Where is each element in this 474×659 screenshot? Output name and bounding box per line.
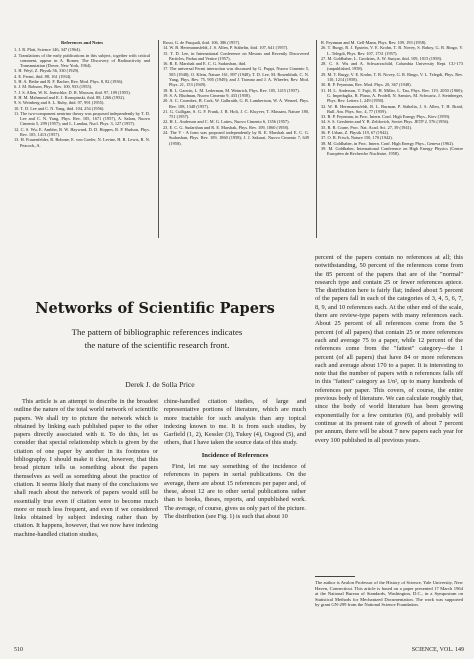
references-column-2 [163,40,309,146]
reference-item: 19. S. A. Bludman, Nuovo Cimento 9, 433 (1958). [163,92,251,98]
article-paragraph: chine-handled citation studies, of large and representative portions of literature, which are much more tractable for such analysis than any topical indexing known to me. It is from such studies, by Garfield (1, 2), Kessler (3), Tukey (4), Osgood (5), and others, that I have taken the source data of this study. [164,398,306,447]
reference-item: 6. J. M. Robson, Phys. Rev. 100, 933 (1955). [14,84,93,90]
column-divider [316,40,317,238]
reference-item: 7. J. S. Allen, W. K. Jentschke, D. R. Maxson, ibid. 97, 109 (1955). [14,89,131,95]
references-column-1 [14,40,150,148]
reference-item: 22. H. L. Anderson and C. M. G. Lattes, Nuovo Cimento 6, 1356 (1957). [163,119,290,125]
reference-item: 38. M. Goldhaber, in Proc. Intern. Conf. High Energy Phys., Geneva (1962). [321,140,454,146]
reference-item: 13. H. Frauenfelder, R. Bobone, E. von Goeler, N. Levine, H. R. Lewis, R. N. Peacock, A. [14,137,150,148]
article-column-1 [14,398,158,539]
reference-item: 36. P. Urban, Z. Physik 119, 67 (1942). [321,130,390,136]
reference-item: 8. H. M. Mahmoud and E. J. Konopinski, ibid. 88, 1266 (1952). [14,94,126,100]
reference-item: 35. R. R. Crane, Proc. Nat. Acad. Sci. 27, 39 (1941). [321,124,413,130]
reference-item: 18. R. L. Garwin, L. M. Lederman, M. Weinrich, Phys. Rev. 105, 1415 (1957). [163,87,300,93]
reference-item: 4. E. Fermi, ibid. 88, 161 (1934). [14,73,72,79]
reference-item: 28. C. S. Wu and A. Schwarzschild, Columbia University Rept. CU-173 (unpublished, 1958). [321,61,463,72]
reference-item: 27. M. Goldhaber, L. Grodzins, A. W. Sunyar, ibid. 109, 1015 (1958). [321,55,443,61]
reference-item: 20. A. C. Coombes, B. Cork, W. Galbraith, G. R. Lambertson, W. A. Wenzel, Phys. Rev. 108, 1348 (1957). [163,98,309,109]
reference-item: 39. M. Goldhaber, International Conference on High Energy Physics (Centre Européen de Recherche Nucléaire, 1958). [321,145,463,157]
reference-item: 3. H. Weyl, Z. Physik 56, 330 (1929). [14,68,80,74]
page-number: 510 [14,647,23,653]
reference-item: 15. T. D. Lee, in International Conference on Mesons and Recently Discovered Particles, Padua and Venice (1957). [163,50,309,61]
reference-item: 23. E. C. G. Sudarshan and R. E. Marshak, Phys. Rev. 109, 1860 (1958). [163,124,290,130]
reference-item: 12. C. S. Wu, E. Ambler, R. W. Hayward, D. D. Hoppes, R. P. Hudson, Phys. Rev. 105, 1413 (1957). [14,126,150,138]
reference-item: Rossi, G. de Pasquali, ibid. 106, 386 (1957). [163,40,241,45]
subtitle-line-1: The pattern of bibliographic references indicates [71,327,243,337]
reference-item: 26. T. Burgy, R. J. Epstein, V. E. Krohn, T. B. Novey, S. Raboy, G. R. Ringo, V. L. Telegdi, Phys. Rev. 107, 1731 (1957). [321,45,463,56]
footnote: The author is Avalon Professor of the History of Science, Yale University, New Haven, Connecticut. This article is based on a paper presented 17 March 1964 at the National Bureau of Standards, Washington, D.C., in a Symposium on Statistical Methods for Mechanized Documentation. The work was supported by grant GN-299 from the National Science Foundation. [315,580,463,608]
section-heading: Incidence of References [201,451,269,459]
ref-list-1 [14,47,150,148]
reference-item: 17. The universal Fermi interaction was discussed by G. Puppi, Nuovo Cimento 5, 505 (1948); O. Klein, Nature 161, 897 (1948); T. D. Lee, M. Rosenbluth, C. N. Yang, Phys. Rev. 75, 905 (1949); and J. Tiomno and J. A. Wheeler, Rev. Mod. Phys. 21, 153 (1949). [163,66,309,88]
footnote-rule [315,576,355,577]
reference-item: 30. R. P. Feynman, Rev. Mod. Phys. 20, 367 (1948). [321,82,412,88]
reference-item: 24. The V - A form was proposed independently by R. E. Marshak and E. C. G. Sudarshan, Phys. Rev. 109, 1860 (1958); J. J. Sakurai, Nuovo Cimento 7, 649 (1958). [163,130,309,146]
reference-item: 32. W. B. Herrmannsfeldt, R. L. Burman, P. Stähelin, J. S. Allen, T. H. Braid, Bull. Am. Phys. Soc. 4, 77 (1959). [321,103,463,114]
article-paragraph: First, let me say something of the incidence of references in papers in serial publications. On the average, there are about 15 references per paper and, of these, about 12 are to other serial publications rather than to books, theses, reports, and unpublished work. The average, of course, gives us only part of the picture. The distribution (see Fig. 1) is such that about 10 [164,463,306,520]
article-column-3 [315,254,463,445]
article-title: Networks of Scientific Papers [35,300,275,317]
reference-item: 14. W. B. Herrmannsfeldt, J. S. Allen, P. Stähelin, ibid. 107, 641 (1957). [163,45,289,51]
reference-item: 37. O. R. Frisch, Nature 150, 170 (1942). [321,135,393,141]
reference-item: 33. R. P. Feynman, in Proc. Intern. Conf. High Energy Phys., Kiev (1959). [321,114,451,120]
reference-item: 10. T. D. Lee and C. N. Yang, ibid. 104, 254 (1956). [14,105,105,111]
reference-item: 21. G. Culligan, S. G. F. Frank, J. R. Holt, J. C. Kluyver, T. Massam, Nature 180, 751 (1957). [163,108,309,120]
article-author: Derek J. de Solla Price [125,380,195,389]
article-paragraph: percent of the papers contain no references at all; this notwithstanding, 50 percent of the references come from the 85 percent of the papers that are of the "normal" research type and contain 25 or fewer references apiece. The distribution here is fairly flat; indeed about 5 percent of the papers fall in each of the categories of 3, 4, 5, 6, 7, 8, 9, and 10 references each. At the other end of the scale, there are review-type papers with many references each. About 25 percent of all references come from the 5 percent (of all papers) that contain 25 or more references each and average 75 to a paper, while 12 percent of the references come from the "fattest" category—the 1 percent (of all papers) that have 84 or more references each and average about 170 to a paper. It is interesting to note that the number of papers with n references falls off in this "fattest" category as 1/n², up to many hundreds of references per paper. This covers, of course, the entire previous body of literature. We can calculate roughly that, since the body of world literature has been growing exponentially for a few centuries (6), and probably will continue at its present rate of growth of about 7 percent per annum, there will be about 7 new papers each year for every 100 published in all previous years. [315,254,463,444]
reference-item: R. Feynman and M. Gell-Mann, Phys. Rev. 109, 193 (1958). [321,40,427,45]
reference-item: 29. M. T. Burgy, V. E. Krohn, T. B. Novey, G. R. Ringo, V. L. Telegdi, Phys. Rev. 110, 1214 (1958). [321,71,463,83]
article-column-2 [164,398,306,521]
reference-item: 16. R. E. Marshak and E. C. G. Sudarshan, ibid. [163,61,247,67]
reference-item: 1. J. R. Platt, Science 146, 347 (1964). [14,47,81,53]
reference-item: 2. Translations of the early publications in this subject, together with critical comment, appear in A. Romer, The Discovery of Radioactivity and Transmutation (Dover, New York, 1964). [14,52,150,69]
reference-item: 31. H. L. Anderson, T. Fujii, R. H. Miller, L. Tau, Phys. Rev. 119, 2050 (1960); G. Impeduglia, R. Plano, A. Prodell, N. Samios, M. Schwartz, J. Steinberger, Phys. Rev. Letters 1, 249 (1958). [321,87,463,104]
reference-item: 11. The two-component neutrino theory was proposed independently by T. D. Lee and C. N. Yang, Phys. Rev. 105, 1671 (1957), A. Salam, Nuovo Cimento 5, 299 (1957); and L. Landau, Nucl. Phys. 3, 127 (1957). [14,110,150,127]
references-heading: References and Notes [60,40,103,45]
references-column-3 [321,40,463,157]
journal-volume: SCIENCE, VOL. 149 [411,647,464,653]
reference-item: 9. S. Weinberg and S. L. Ruby, ibid. 97, 991 (1955). [14,100,105,106]
reference-item: 5. H. A. Bethe and R. F. Bacher, Rev. Mod. Phys. 8, 82 (1936). [14,79,124,85]
reference-item: 34. S. S. Gershtein and Y. B. Zeldovich, Soviet Phys. JETP 2, 576 (1956). [321,119,450,125]
column-divider [158,40,159,238]
article-subtitle [14,326,300,351]
subtitle-line-2: the nature of the scientific research front. [84,339,230,350]
article-paragraph: This article is an attempt to describe in the broadest outline the nature of the total world network of scientific papers. We shall try to picture the network which is obtained by linking each published paper to the other papers directly associated with it. To do this, let us consider that special relationship which is given by the citation of one paper by another in its footnotes or bibliography. I should make it clear, however, that this broad picture tells us something about the papers themselves as well as something about the practice of citation. It seems likely that many of the conclusions we shall reach about the network of papers would still be essentially true even if citation were to become much more or much less frequent, and even if we considered links obtained by subject indexing rather than by citation. It happens, however, that we now have indexing machine-handled citation studies, [14,398,158,538]
